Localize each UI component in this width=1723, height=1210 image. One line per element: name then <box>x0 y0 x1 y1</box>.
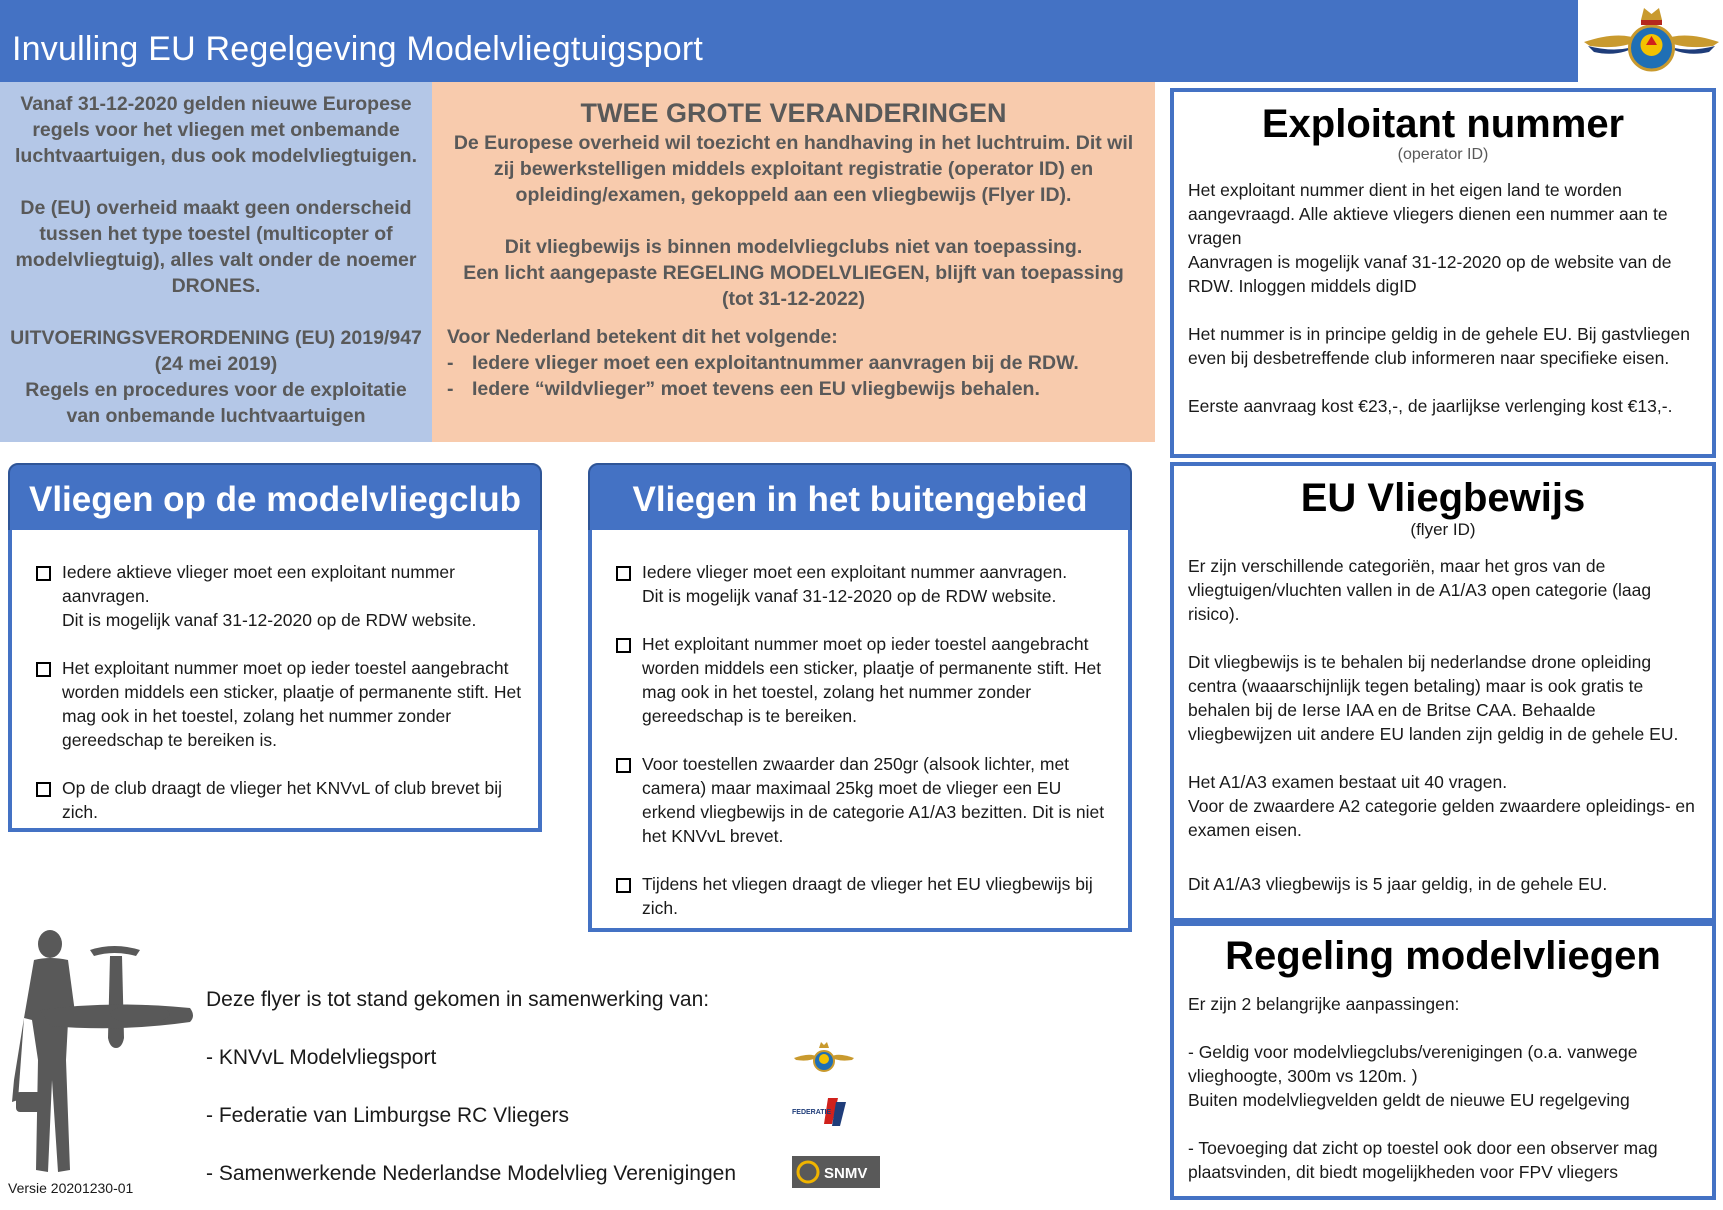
buiten-section <box>588 530 1132 932</box>
vliegbewijs-subtitle: (flyer ID) <box>1410 520 1476 539</box>
changes-paragraph-oversight: De Europese overheid wil toezicht en handhaving in het luchtruim. Dit wil zij bewerkstelligen middels exploitant registratie (operator ID) en opleiding/examen, gekoppeld aan een vliegbewijs (Flyer ID). <box>453 132 1134 206</box>
federatie-logo-text: FEDERATIE <box>792 1109 832 1116</box>
changes-flyer-note: Dit vliegbewijs is binnen modelvliegclubs niet van toepassing. <box>504 236 1083 258</box>
intro-paragraph-rules: Vanaf 31-12-2020 gelden nieuwe Europese regels voor het vliegen met onbemande luchtvaartuigen, dus ook modelvliegtuigen. <box>15 93 417 167</box>
exploitant-box <box>1170 88 1716 458</box>
exploitant-paragraph: Aanvragen is mogelijk vanaf 31-12-2020 op de website van de RDW. Inloggen middels digID <box>1188 252 1672 296</box>
nl-intro: Voor Nederland betekent dit het volgende: <box>447 326 838 348</box>
checkbox-icon <box>616 878 631 893</box>
list-item: Op de club draagt de vlieger het KNVvL of club brevet bij zich. <box>28 776 522 824</box>
changes-regeling-date: (tot 31-12-2022) <box>721 288 866 310</box>
checkbox-icon <box>36 662 51 677</box>
credits-item-snmv: - Samenwerkende Nederlandse Modelvlieg Verenigingen <box>206 1162 736 1185</box>
nl-item: - Iedere vlieger moet een exploitantnummer aanvragen bij de RDW. <box>447 352 1079 374</box>
club-section <box>8 530 542 832</box>
nl-item: - Iedere “wildvlieger” moet tevens een EU vliegbewijs behalen. <box>447 378 1040 400</box>
regeling-box <box>1170 922 1716 1200</box>
checkbox-icon <box>36 566 51 581</box>
regeling-paragraph: - Geldig voor modelvliegclubs/verenigingen (o.a. vanwege vlieghoogte, 300m vs 120m. ) <box>1188 1042 1638 1086</box>
club-section-title: Vliegen op de modelvliegclub <box>8 463 542 535</box>
list-item: Het exploitant nummer moet op ieder toestel aangebracht worden middels een sticker, plaatje of permanente stift. Het mag ook in het toestel, zolang het nummer zonder gereedschap te bereiken is. <box>28 656 522 752</box>
federatie-logo <box>792 1096 872 1128</box>
vliegbewijs-box <box>1170 462 1716 922</box>
buiten-section-title: Vliegen in het buitengebied <box>588 463 1132 535</box>
intro-paragraph-drones: De (EU) overheid maakt geen onderscheid tussen het type toestel (multicopter of modelvliegtuig), alles valt onder de noemer DRONES. <box>15 197 417 297</box>
changes-title: TWEE GROTE VERANDERINGEN <box>580 98 1007 128</box>
header-banner <box>0 0 1578 82</box>
snmv-logo-text: SNMV <box>824 1165 868 1182</box>
vliegbewijs-paragraph: Er zijn verschillende categoriën, maar het gros van de vliegtuigen/vluchten vallen in de A1/A3 open categorie (laag risico). <box>1188 556 1652 624</box>
vliegbewijs-paragraph: Voor de zwaardere A2 categorie gelden zwaardere opleidings- en examen eisen. <box>1188 796 1695 840</box>
checkbox-icon <box>616 566 631 581</box>
regeling-paragraph: Er zijn 2 belangrijke aanpassingen: <box>1188 994 1460 1014</box>
regeling-paragraph: Buiten modelvliegvelden geldt de nieuwe EU regelgeving <box>1188 1090 1630 1110</box>
exploitant-paragraph: Het nummer is in principe geldig in de gehele EU. Bij gastvliegen even bij desbetreffende club informeren naar specifieke eisen. <box>1188 324 1690 368</box>
credits <box>206 985 766 1189</box>
list-item: Iedere aktieve vlieger moet een exploitant nummer aanvragen. Dit is mogelijk vanaf 31-12-2020 op de RDW website. <box>28 560 522 632</box>
list-item: Tijdens het vliegen draagt de vlieger het EU vliegbewijs bij zich. <box>608 872 1108 920</box>
intro-panel-left <box>0 82 432 442</box>
credits-item-knvvl: - KNVvL Modelvliegsport <box>206 1046 437 1069</box>
checkbox-icon <box>616 758 631 773</box>
snmv-logo <box>792 1156 880 1188</box>
knvvl-logo <box>1580 0 1723 82</box>
pilot-silhouette-image <box>10 930 200 1180</box>
intro-regulation-date: (24 mei 2019) <box>154 353 278 375</box>
regeling-title: Regeling modelvliegen <box>1225 934 1661 978</box>
page-title: Invulling EU Regelgeving Modelvliegtuigsport <box>12 30 704 68</box>
nl-list <box>447 324 1147 402</box>
vliegbewijs-validity: Dit A1/A3 vliegbewijs is 5 jaar geldig, in de gehele EU. <box>1188 874 1608 894</box>
intro-regulation-title: UITVOERINGSVERORDENING (EU) 2019/947 <box>10 327 422 349</box>
exploitant-title: Exploitant nummer <box>1261 102 1625 146</box>
checkbox-icon <box>616 638 631 653</box>
vliegbewijs-title: EU Vliegbewijs <box>1300 476 1586 520</box>
list-item: Voor toestellen zwaarder dan 250gr (alsook lichter, met camera) maar maximaal 25kg moet de vlieger een EU erkend vliegbewijs in de categorie A1/A3 bezitten. Dit is niet het KNVvL brevet. <box>608 752 1108 848</box>
vliegbewijs-paragraph: Het A1/A3 examen bestaat uit 40 vragen. <box>1188 772 1508 792</box>
version-label: Versie 20201230-01 <box>8 1180 134 1196</box>
credits-intro: Deze flyer is tot stand gekomen in samenwerking van: <box>206 988 710 1011</box>
list-item: Het exploitant nummer moet op ieder toestel aangebracht worden middels een sticker, plaatje of permanente stift. Het mag ook in het toestel, zolang het nummer zonder gereedschap is te bereiken. <box>608 632 1108 728</box>
intro-regulation-desc: Regels en procedures voor de exploitatie van onbemande luchtvaartuigen <box>25 379 407 427</box>
changes-regeling-note: Een licht aangepaste REGELING MODELVLIEGEN, blijft van toepassing <box>463 262 1124 284</box>
regeling-paragraph: - Toevoeging dat zicht op toestel ook door een observer mag plaatsvinden, dit biedt mogelijkheden voor FPV vliegers <box>1188 1138 1658 1182</box>
exploitant-cost: Eerste aanvraag kost €23,-, de jaarlijkse verlenging kost €13,-. <box>1188 396 1673 416</box>
knvvl-logo <box>792 1040 856 1076</box>
checkbox-icon <box>36 782 51 797</box>
vliegbewijs-paragraph: Dit vliegbewijs is te behalen bij nederlandse drone opleiding centra (waaarschijnlijk tegen betaling) maar is ook gratis te behalen bij de Ierse IAA en de Britse CAA. Behaalde vliegbewijzen uit andere EU landen zijn geldig in de gehele EU. <box>1188 652 1679 744</box>
intro-panel-right <box>432 82 1155 442</box>
exploitant-paragraph: Het exploitant nummer dient in het eigen land te worden aangevraagd. Alle aktieve vliegers dienen een nummer aan te vragen <box>1188 180 1668 248</box>
list-item: Iedere vlieger moet een exploitant nummer aanvragen. Dit is mogelijk vanaf 31-12-2020 op de RDW website. <box>608 560 1108 608</box>
exploitant-subtitle: (operator ID) <box>1397 146 1489 163</box>
credits-item-federatie: - Federatie van Limburgse RC Vliegers <box>206 1104 569 1127</box>
